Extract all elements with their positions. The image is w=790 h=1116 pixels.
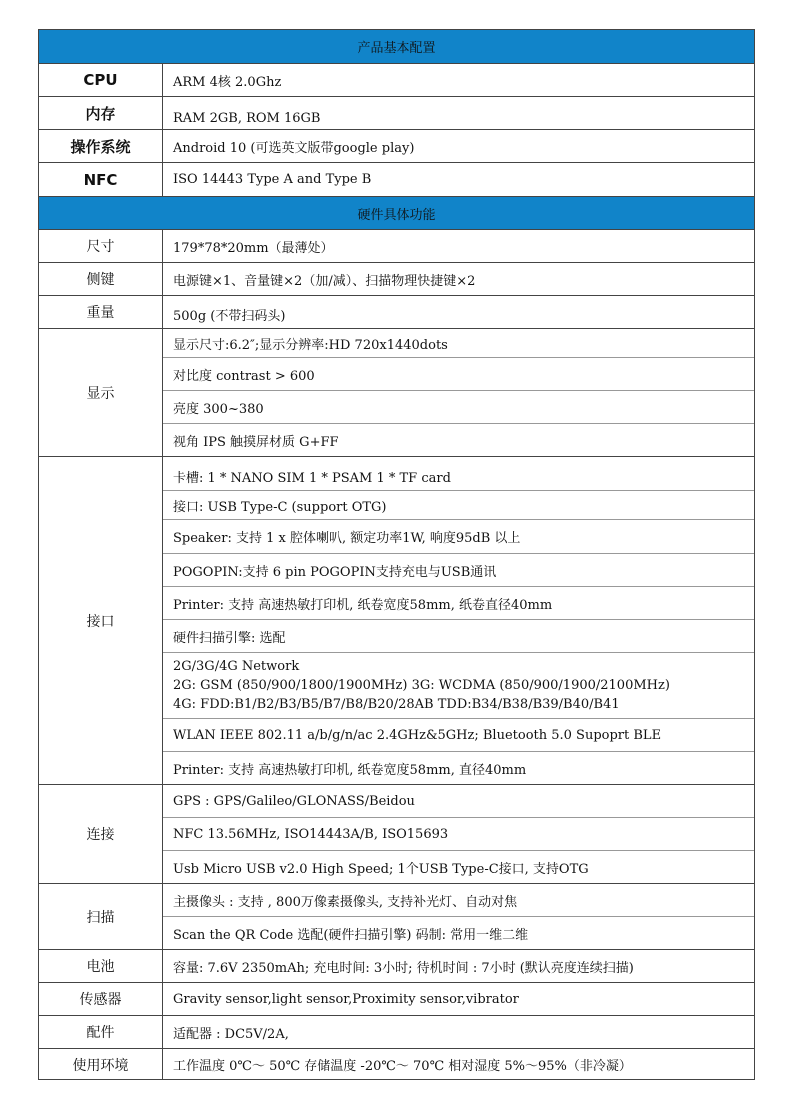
row-value: RAM 2GB, ROM 16GB [173, 110, 321, 126]
network-line: 4G: FDD:B1/B2/B3/B5/B7/B8/B20/28AB TDD:B34/B38/B39/B40/B41 [173, 697, 620, 712]
spec-row-cpu [39, 64, 754, 97]
row-label: 电池 [39, 950, 163, 982]
spec-row-interface [39, 457, 754, 785]
network-line: 2G/3G/4G Network [173, 659, 300, 674]
connect-line: Usb Micro USB v2.0 High Speed; 1个USB Type-C接口, 支持OTG [173, 862, 589, 877]
spec-row-connect [39, 785, 754, 884]
scan-line: Scan the QR Code 选配(硬件扫描引擎) 码制: 常用一维二维 [173, 928, 529, 943]
row-label: 重量 [39, 296, 163, 328]
row-value: Gravity sensor,light sensor,Proximity sensor,vibrator [173, 991, 519, 1007]
spec-row-battery [39, 950, 754, 983]
spec-row-environment [39, 1049, 754, 1080]
network-line: 2G: GSM (850/900/1800/1900MHz) 3G: WCDMA (850/900/1900/2100MHz) [173, 678, 670, 693]
spec-row-side-keys [39, 263, 754, 296]
row-label: 接口 [39, 457, 163, 784]
section-header-basic [39, 30, 754, 64]
spec-row-scan [39, 884, 754, 950]
spec-row-nfc [39, 163, 754, 197]
interface-line: 硬件扫描引擎: 选配 [163, 620, 754, 653]
row-value: 容量: 7.6V 2350mAh; 充电时间: 3小时; 待机时间 : 7小时 (默认亮度连续扫描) [173, 960, 634, 976]
section-title-hardware: 硬件具体功能 [357, 207, 436, 223]
spec-sheet [38, 29, 755, 1080]
row-value: 179*78*20mm（最薄处） [173, 240, 334, 256]
row-label: 连接 [39, 785, 163, 883]
connect-line: NFC 13.56MHz, ISO14443A/B, ISO15693 [163, 818, 754, 851]
row-label: 内存 [39, 97, 163, 129]
interface-line: 接口: USB Type-C (support OTG) [163, 491, 754, 520]
display-line: 亮度 300~380 [163, 391, 754, 424]
spec-row-size [39, 230, 754, 263]
section-title-basic: 产品基本配置 [357, 41, 436, 56]
row-label: CPU [39, 64, 163, 96]
row-label: 侧键 [39, 263, 163, 295]
display-line: 对比度 contrast > 600 [163, 358, 754, 391]
interface-line: Printer: 支持 高速热敏打印机, 纸卷宽度58mm, 直径40mm [173, 763, 527, 778]
spec-row-sensor [39, 983, 754, 1016]
interface-line: POGOPIN:支持 6 pin POGOPIN支持充电与USB通讯 [163, 554, 754, 587]
interface-line: WLAN IEEE 802.11 a/b/g/n/ac 2.4GHz&5GHz; Bluetooth 5.0 Supoprt BLE [163, 719, 754, 752]
row-value: ARM 4核 2.0Ghz [173, 74, 282, 90]
display-line: 显示尺寸:6.2″;显示分辨率:HD 720x1440dots [163, 329, 754, 358]
interface-line: 卡槽: 1 * NANO SIM 1 * PSAM 1 * TF card [163, 457, 754, 491]
row-value: 电源键×1、音量键×2（加/减）、扫描物理快捷键×2 [173, 273, 476, 289]
connect-line: GPS : GPS/Galileo/GLONASS/Beidou [163, 785, 754, 818]
interface-line: Speaker: 支持 1 x 腔体喇叭, 额定功率1W, 响度95dB 以上 [163, 520, 754, 554]
row-value: 500g (不带扫码头) [173, 308, 286, 324]
row-label: 尺寸 [39, 230, 163, 262]
scan-line: 主摄像头 : 支持 , 800万像素摄像头, 支持补光灯、自动对焦 [163, 884, 754, 917]
row-value: 适配器 : DC5V/2A, [173, 1026, 289, 1042]
row-label: 配件 [39, 1016, 163, 1048]
section-header-hardware [39, 197, 754, 230]
spec-row-memory [39, 97, 754, 130]
spec-row-os [39, 130, 754, 163]
row-label: 扫描 [39, 884, 163, 949]
row-value: Android 10 (可选英文版带google play) [173, 140, 415, 156]
spec-row-display [39, 329, 754, 457]
row-label: 显示 [39, 329, 163, 456]
row-value: 工作温度 0℃～ 50℃ 存储温度 -20℃～ 70℃ 相对湿度 5%～95%（非冷凝） [173, 1059, 632, 1074]
network-block [163, 653, 754, 719]
row-label: NFC [39, 163, 163, 196]
row-label: 传感器 [39, 983, 163, 1015]
row-label: 使用环境 [39, 1049, 163, 1080]
display-line: 视角 IPS 触摸屏材质 G+FF [173, 435, 339, 450]
interface-line: Printer: 支持 高速热敏打印机, 纸卷宽度58mm, 纸卷直径40mm [163, 587, 754, 620]
row-label: 操作系统 [39, 130, 163, 162]
row-value: ISO 14443 Type A and Type B [173, 172, 372, 187]
spec-row-weight [39, 296, 754, 329]
spec-row-accessory [39, 1016, 754, 1049]
